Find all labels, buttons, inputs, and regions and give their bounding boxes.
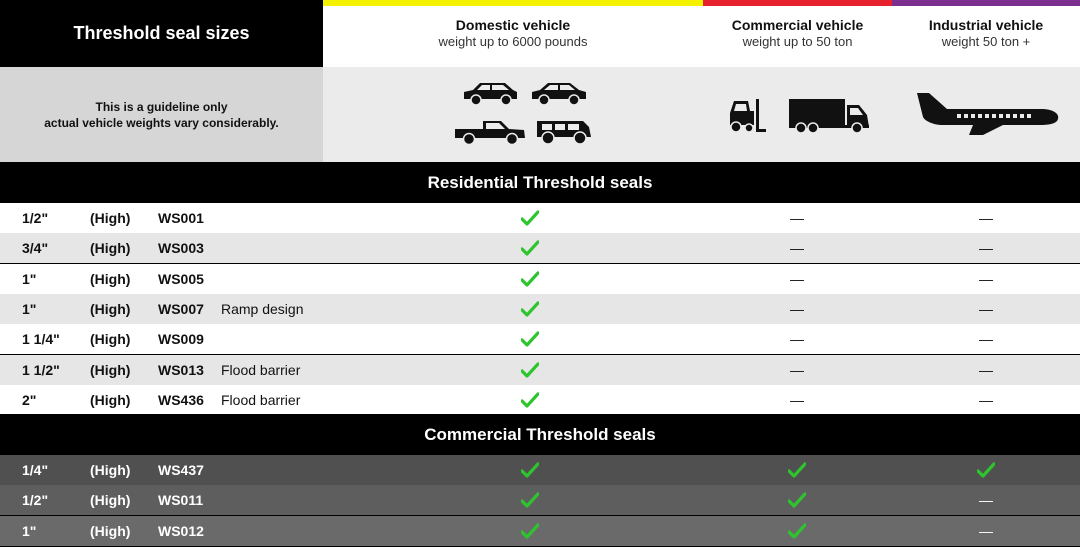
dash-mark: — xyxy=(979,492,993,509)
forklift-icon xyxy=(726,97,766,135)
seal-grade: (High) xyxy=(90,300,131,317)
guideline-note xyxy=(0,67,323,162)
seal-grade: (High) xyxy=(90,492,131,509)
product-code: WS013 xyxy=(158,361,204,378)
column-industrial-vehicle xyxy=(892,0,1080,67)
seal-description: Flood barrier xyxy=(221,391,301,408)
product-code: WS005 xyxy=(158,270,204,287)
seal-grade: (High) xyxy=(90,331,131,348)
seal-grade: (High) xyxy=(90,522,131,539)
product-code: WS011 xyxy=(158,492,204,509)
check-icon xyxy=(510,294,550,324)
seal-size: 1" xyxy=(22,300,37,317)
dash-mark: — xyxy=(790,300,804,317)
seal-size: 1/2" xyxy=(22,210,49,226)
column-domestic-vehicle xyxy=(323,0,703,67)
column-subtitle: weight 50 ton + xyxy=(941,34,1031,49)
check-icon xyxy=(510,264,550,294)
seal-size: 1" xyxy=(22,522,37,539)
check-icon xyxy=(966,455,1006,485)
seal-size: 1 1/4" xyxy=(22,331,60,348)
lorry-icon xyxy=(787,97,871,135)
seal-description: Flood barrier xyxy=(221,361,301,378)
column-subtitle: weight up to 50 ton xyxy=(742,34,853,49)
page-title: Threshold seal sizes xyxy=(0,0,323,67)
table-row xyxy=(0,294,1080,324)
seal-size: 1" xyxy=(22,270,37,287)
check-icon xyxy=(510,324,550,354)
seal-description: Ramp design xyxy=(221,300,304,317)
domestic-color-bar xyxy=(323,0,703,6)
dash-mark: — xyxy=(979,210,993,226)
check-icon xyxy=(510,385,550,415)
table-row xyxy=(0,264,1080,294)
column-subtitle: weight up to 6000 pounds xyxy=(438,34,588,49)
table-header xyxy=(0,0,1080,67)
check-icon xyxy=(510,203,550,233)
jeep-icon xyxy=(533,115,595,145)
seal-grade: (High) xyxy=(90,391,131,408)
check-icon xyxy=(777,455,817,485)
table-row xyxy=(0,203,1080,233)
product-code: WS437 xyxy=(158,462,204,478)
seal-grade: (High) xyxy=(90,240,131,257)
table-row xyxy=(0,485,1080,515)
suv-icon xyxy=(461,80,519,106)
dash-mark: — xyxy=(790,361,804,378)
check-icon xyxy=(510,455,550,485)
dash-mark: — xyxy=(979,391,993,408)
airplane-icon xyxy=(913,91,1061,137)
dash-mark: — xyxy=(790,270,804,287)
guideline-line-1: This is a guideline only xyxy=(95,99,228,114)
dash-mark: — xyxy=(979,331,993,348)
dash-mark: — xyxy=(979,300,993,317)
seal-grade: (High) xyxy=(90,361,131,378)
check-icon xyxy=(510,485,550,515)
column-name: Commercial vehicle xyxy=(731,17,864,33)
vehicle-icons-row xyxy=(323,67,1080,162)
dash-mark: — xyxy=(979,240,993,257)
dash-mark: — xyxy=(790,331,804,348)
dash-mark: — xyxy=(790,240,804,257)
dash-mark: — xyxy=(979,361,993,378)
commercial-color-bar xyxy=(703,0,892,6)
product-code: WS009 xyxy=(158,331,204,348)
table-row xyxy=(0,233,1080,263)
seal-grade: (High) xyxy=(90,210,131,226)
dash-mark: — xyxy=(979,522,993,539)
table-row xyxy=(0,516,1080,546)
column-commercial-vehicle xyxy=(703,0,892,67)
seal-grade: (High) xyxy=(90,270,131,287)
product-code: WS436 xyxy=(158,391,204,408)
column-name: Domestic vehicle xyxy=(455,17,571,33)
seal-grade: (High) xyxy=(90,462,131,478)
table-row xyxy=(0,455,1080,485)
seal-size: 2" xyxy=(22,391,37,408)
industrial-color-bar xyxy=(892,0,1080,6)
check-icon xyxy=(777,516,817,546)
table-row xyxy=(0,324,1080,354)
guideline-line-2: actual vehicle weights vary considerably. xyxy=(44,115,279,130)
check-icon xyxy=(510,355,550,385)
seal-size: 1 1/2" xyxy=(22,361,60,378)
table-row xyxy=(0,385,1080,415)
check-icon xyxy=(510,233,550,263)
product-code: WS007 xyxy=(158,300,204,317)
check-icon xyxy=(510,516,550,546)
dash-mark: — xyxy=(790,391,804,408)
dash-mark: — xyxy=(790,210,804,226)
product-code: WS012 xyxy=(158,522,204,539)
seal-size: 1/2" xyxy=(22,492,49,509)
product-code: WS003 xyxy=(158,240,204,257)
dash-mark: — xyxy=(979,270,993,287)
product-code: WS001 xyxy=(158,210,204,226)
seal-size: 1/4" xyxy=(22,462,49,478)
section-commercial-header: Commercial Threshold seals xyxy=(0,414,1080,455)
section-residential-header: Residential Threshold seals xyxy=(0,162,1080,203)
car-icon xyxy=(530,80,588,106)
seal-size: 3/4" xyxy=(22,240,49,257)
pickup-truck-icon xyxy=(453,117,527,145)
column-name: Industrial vehicle xyxy=(928,17,1044,33)
check-icon xyxy=(777,485,817,515)
table-row xyxy=(0,355,1080,385)
